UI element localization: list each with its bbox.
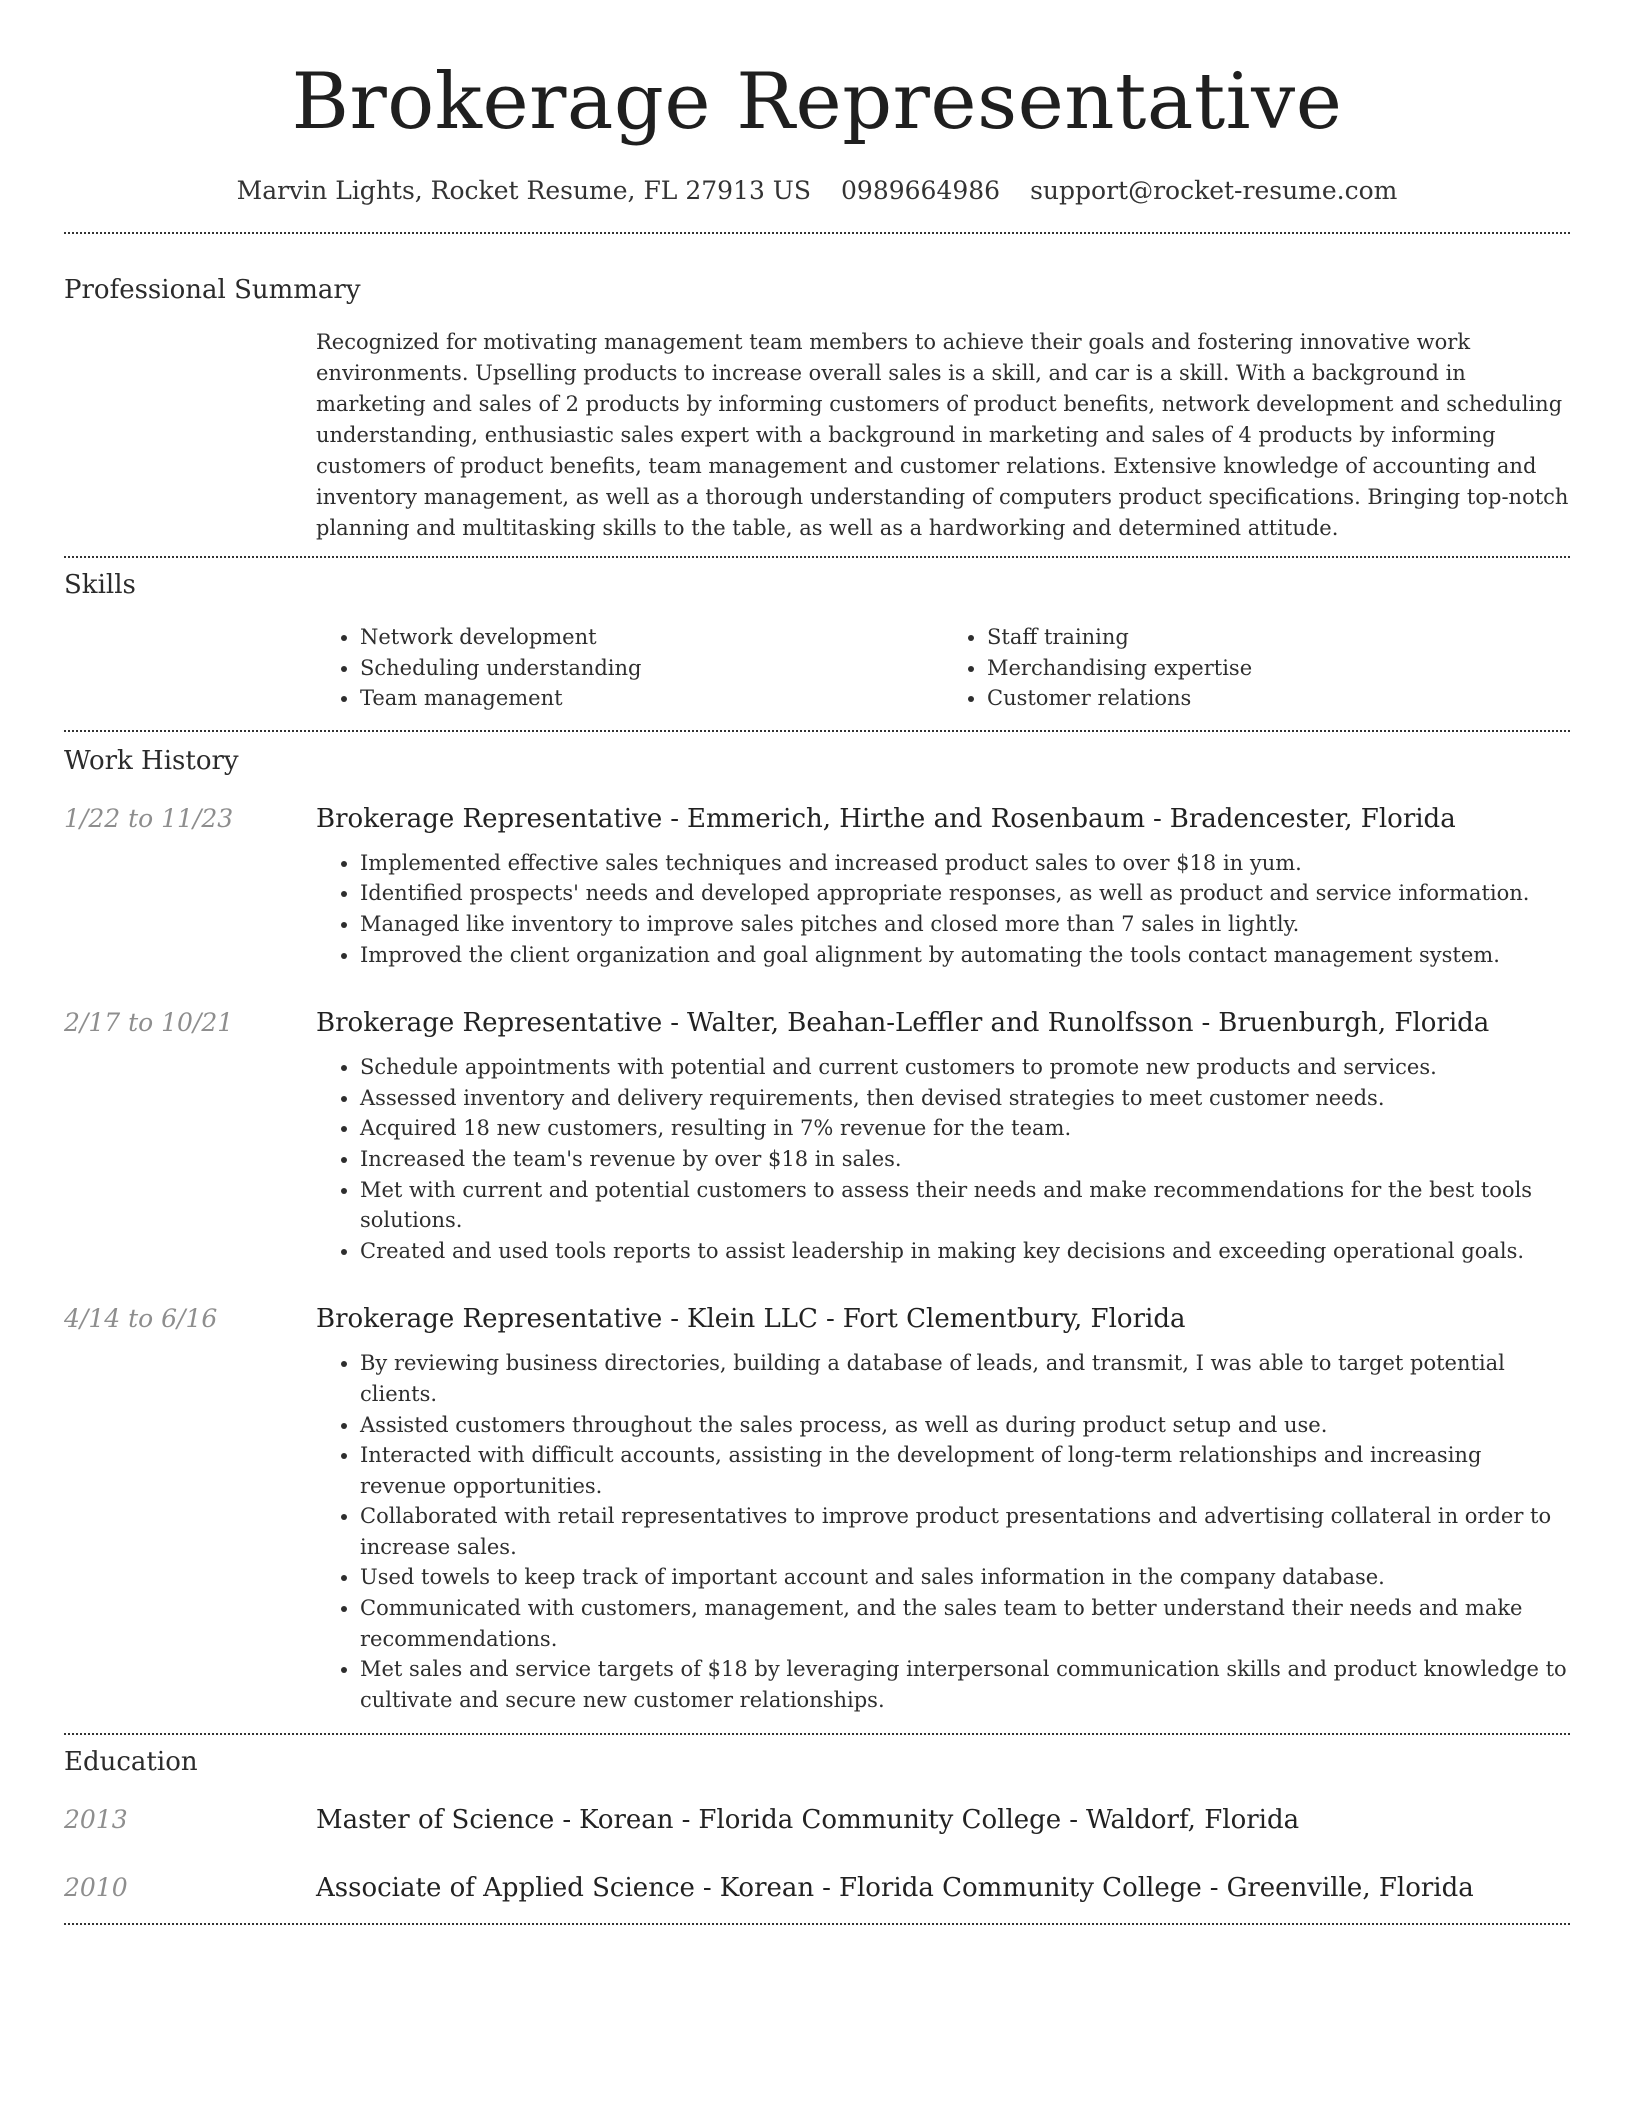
job-bullet: • Communicated with customers, management, and the sales team to better understand their needs and make recommendations. [360, 1593, 1570, 1654]
divider [64, 556, 1570, 558]
job-bullets [316, 1348, 1570, 1715]
job-title: Brokerage Representative [316, 1008, 663, 1039]
job-dates: 4/14 to 6/16 [64, 1304, 218, 1334]
divider [64, 232, 1570, 234]
job-bullets [316, 1052, 1570, 1266]
skills-grid [316, 622, 1570, 714]
section-heading-skills: Skills [64, 570, 136, 600]
job-bullet: • By reviewing business directories, building a database of leads, and transmit, I was able to target potential clients. [360, 1348, 1570, 1409]
summary-text: Recognized for motivating management team members to achieve their goals and fostering innovative work environments. Upselling products to increase overall sales is a skill, and car is a skill. With a background in marketing and sales of 2 products by informing customers of product benefits, network development and scheduling understanding, enthusiastic sales expert with a background in marketing and sales of 4 products by informing customers of product benefits, team management and customer relations. Extensive knowledge of accounting and inventory management, as well as a thorough understanding of computers product specifications. Bringing top-notch planning and multitasking skills to the table, as well as a hardworking and determined attitude. [316, 330, 1569, 540]
contact-phone: 0989664986 [841, 176, 1001, 205]
divider [64, 1733, 1570, 1735]
job-bullet: • Identified prospects' needs and developed appropriate responses, as well as product and service information. [360, 878, 1570, 909]
divider [64, 730, 1570, 732]
job-company: Klein LLC [687, 1304, 818, 1335]
job-heading: Brokerage Representative - Walter, Beahan-Leffler and Runolfsson - Bruenburgh, Florida [316, 1008, 1490, 1039]
education-location: Greenville, Florida [1226, 1873, 1474, 1904]
education-school: Florida Community College [838, 1873, 1202, 1904]
skills-list-right [943, 622, 1570, 714]
job-bullet: • Created and used tools reports to assist leadership in making key decisions and exceeding operational goals. [360, 1236, 1570, 1267]
job-title: Brokerage Representative [316, 1304, 663, 1335]
education-entry [64, 1871, 1570, 1905]
job-bullet: • Used towels to keep track of important account and sales information in the company database. [360, 1562, 1570, 1593]
job-heading: Brokerage Representative - Klein LLC - Fort Clementbury, Florida [316, 1304, 1186, 1335]
education-degree: Associate of Applied Science [316, 1873, 695, 1904]
job-bullets [316, 848, 1570, 970]
job-bullet: • Managed like inventory to improve sales pitches and closed more than 7 sales in lightly. [360, 909, 1570, 940]
contact-line [64, 174, 1570, 208]
skill-item: • Customer relations [987, 683, 1570, 714]
education-location: Waldorf, Florida [1085, 1805, 1300, 1836]
job-title: Brokerage Representative [316, 803, 663, 834]
education-field: Korean [719, 1873, 815, 1904]
skills-list-left [316, 622, 943, 714]
job-bullet: • Met with current and potential customers to assess their needs and make recommendations for the best tools solutions. [360, 1175, 1570, 1236]
education-entry [64, 1803, 1570, 1837]
job-bullet: • Implemented effective sales techniques and increased product sales to over $18 in yum. [360, 848, 1570, 879]
job-bullet: • Assisted customers throughout the sales process, as well as during product setup and use. [360, 1410, 1570, 1441]
candidate-name: Brokerage Representative [291, 57, 1343, 147]
skill-item: • Team management [360, 683, 943, 714]
job-heading: Brokerage Representative - Emmerich, Hirthe and Rosenbaum - Bradencester, Florida [316, 803, 1456, 834]
education-year: 2013 [64, 1805, 128, 1835]
skill-item: • Merchandising expertise [987, 653, 1570, 684]
section-heading-education: Education [64, 1747, 198, 1778]
job-dates: 1/22 to 11/23 [64, 803, 234, 833]
summary-section [64, 273, 1570, 544]
education-heading: Associate of Applied Science - Korean - Florida Community College - Greenville, Florida [316, 1873, 1474, 1904]
job-bullet: • Increased the team's revenue by over $18 in sales. [360, 1144, 1570, 1175]
job-company: Emmerich, Hirthe and Rosenbaum [687, 803, 1145, 834]
education-section [64, 1745, 1570, 1905]
section-heading-work: Work History [64, 745, 239, 776]
job-company: Walter, Beahan-Leffler and Runolfsson [687, 1008, 1194, 1039]
job-bullet: • Acquired 18 new customers, resulting in 7% revenue for the team. [360, 1113, 1570, 1144]
job-entry [64, 1302, 1570, 1715]
job-bullet: • Met sales and service targets of $18 by leveraging interpersonal communication skills and product knowledge to cultivate and secure new customer relationships. [360, 1654, 1570, 1715]
job-location: Bradencester, Florida [1169, 803, 1456, 834]
job-bullet: • Improved the client organization and goal alignment by automating the tools contact management system. [360, 940, 1570, 971]
contact-email: support@rocket-resume.com [1030, 176, 1398, 205]
job-bullet: • Collaborated with retail representatives to improve product presentations and advertising collateral in order to increase sales. [360, 1501, 1570, 1562]
education-degree: Master of Science [316, 1805, 555, 1836]
education-field: Korean [579, 1805, 674, 1836]
skill-item: • Scheduling understanding [360, 653, 943, 684]
work-section [64, 744, 1570, 1716]
job-bullet: • Schedule appointments with potential and current customers to promote new products and services. [360, 1052, 1570, 1083]
job-dates: 2/17 to 10/21 [64, 1008, 234, 1038]
job-bullet: • Assessed inventory and delivery requirements, then devised strategies to meet customer needs. [360, 1083, 1570, 1114]
job-entry [64, 1006, 1570, 1266]
skill-item: • Staff training [987, 622, 1570, 653]
divider [64, 1923, 1570, 1925]
job-bullet: • Interacted with difficult accounts, assisting in the development of long-term relationships and increasing revenue opportunities. [360, 1440, 1570, 1501]
section-heading-summary: Professional Summary [64, 275, 361, 305]
skills-section [64, 568, 1570, 714]
contact-address: Marvin Lights, Rocket Resume, FL 27913 US [236, 176, 812, 205]
skill-item: • Network development [360, 622, 943, 653]
job-location: Bruenburgh, Florida [1218, 1008, 1490, 1039]
education-heading: Master of Science - Korean - Florida Community College - Waldorf, Florida [316, 1805, 1300, 1836]
education-school: Florida Community College [698, 1805, 1062, 1836]
job-location: Fort Clementbury, Florida [842, 1304, 1186, 1335]
education-year: 2010 [64, 1873, 128, 1903]
job-entry [64, 802, 1570, 970]
